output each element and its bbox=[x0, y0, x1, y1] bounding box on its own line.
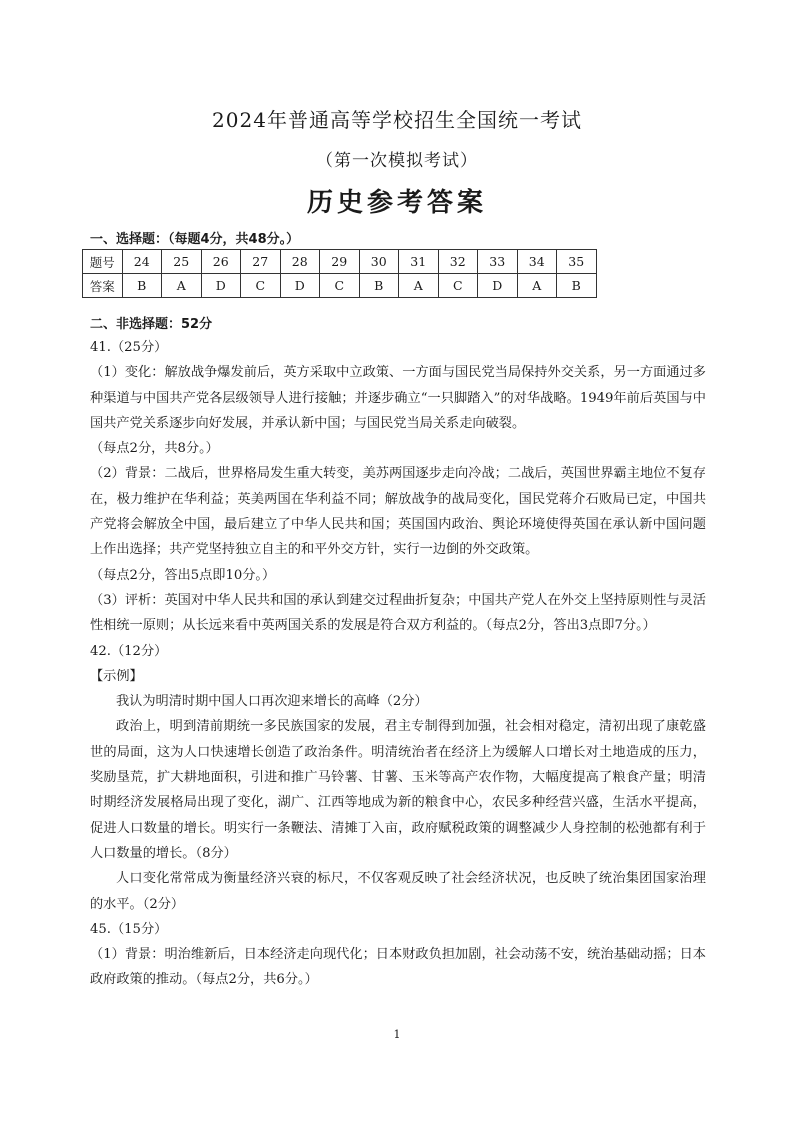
row-label-answer: 答案 bbox=[83, 274, 123, 298]
q41-part1: （1）变化：解放战争爆发前后，英方采取中立政策、一方面与国民党当局保持外交关系，另一方面通过多种渠道与中国共产党各层级领导人进行接触；并逐步确立“一只脚踏入”的对华战略。1949年前后英国与中国共产党关系逐步向好发展，并承认新中国；与国民党当局关系走向破裂。 bbox=[90, 365, 706, 431]
answer-cell: B bbox=[122, 274, 162, 298]
answer-table bbox=[82, 249, 597, 298]
q41-part2: （2）背景：二战后，世界格局发生重大转变，美苏两国逐步走向冷战；二战后，英国世界霸主地位不复存在，极力维护在华利益；英美两国在华利益不同；解放战争的战局变化，国民党蒋介石败局已定，中国共产党将会解放全中国，最后建立了中华人民共和国；英国国内政治、舆论环境使得英国在承认新中国问题上作出选择；共产党坚持独立自主的和平外交方针，实行一边倒的外交政策。 bbox=[90, 466, 706, 558]
q42-thesis: 我认为明清时期中国人口再次迎来增长的高峰（2分） bbox=[116, 694, 428, 710]
answer-cell: A bbox=[517, 274, 557, 298]
q42-argument: 政治上，明到清前期统一多民族国家的发展，君主专制得到加强，社会相对稳定，清初出现了康乾盛世的局面，这为人口快速增长创造了政治条件。明清统治者在经济上为缓解人口增长对土地造成的压力，奖励垦荒，扩大耕地面积，引进和推广马铃薯、甘薯、玉米等高产农作物，大幅度提高了粮食产量；明清时期经济发展格局出现了变化，湖广、江西等地成为新的粮食中心，农民多种经营兴盛，生活水平提高，促进人口数量的增长。明实行一条鞭法、清摊丁入亩，政府赋税政策的调整减少人身控制的松弛都有利于人口数量的增长。（8分） bbox=[90, 719, 706, 861]
question-number-cell: 35 bbox=[557, 250, 597, 274]
answer-table-answer-row bbox=[83, 274, 597, 298]
exam-title: 2024年普通高等学校招生全国统一考试 bbox=[212, 108, 582, 132]
q41-part2-score: （每点2分，答出5点即10分。） bbox=[90, 567, 276, 583]
answer-cell: D bbox=[280, 274, 320, 298]
question-number-cell: 28 bbox=[280, 250, 320, 274]
question-number-cell: 32 bbox=[438, 250, 478, 274]
q45-heading: 45.（15分） bbox=[90, 921, 168, 937]
answer-table-number-row bbox=[83, 250, 597, 274]
section-choice-heading: 一、选择题：（每题4分，共48分。） bbox=[90, 232, 300, 247]
question-number-cell: 33 bbox=[478, 250, 518, 274]
question-number-cell: 24 bbox=[122, 250, 162, 274]
answer-cell: B bbox=[359, 274, 399, 298]
q45-part1: （1）背景：明治维新后，日本经济走向现代化；日本财政负担加剧，社会动荡不安，统治基础动摇；日本政府政策的推动。（每点2分，共6分。） bbox=[90, 947, 706, 988]
question-number-cell: 25 bbox=[162, 250, 202, 274]
question-number-cell: 31 bbox=[399, 250, 439, 274]
question-number-cell: 30 bbox=[359, 250, 399, 274]
answer-cell: C bbox=[320, 274, 360, 298]
q42-example-label: 【示例】 bbox=[90, 668, 143, 684]
exam-subtitle: （第一次模拟考试） bbox=[316, 151, 478, 171]
q41-part3: （3）评析：英国对中华人民共和国的承认到建交过程曲折复杂；中国共产党人在外交上坚持原则性与灵活性相统一原则；从长远来看中英两国关系的发展是符合双方利益的。（每点2分，答出3点即7分。） bbox=[90, 592, 706, 634]
page-title: 历史参考答案 bbox=[306, 188, 487, 218]
q41-part1-score: （每点2分，共8分。） bbox=[90, 441, 219, 457]
answer-cell: D bbox=[201, 274, 241, 298]
answer-cell: C bbox=[241, 274, 281, 298]
q42-conclusion: 人口变化常常成为衡量经济兴衰的标尺，不仅客观反映了社会经济状况，也反映了统治集团国家治理的水平。（2分） bbox=[90, 871, 706, 912]
answer-cell: B bbox=[557, 274, 597, 298]
answer-cell: A bbox=[399, 274, 439, 298]
question-number-cell: 34 bbox=[517, 250, 557, 274]
page-number: 1 bbox=[393, 1028, 401, 1041]
essay-answers bbox=[90, 335, 706, 993]
row-label-number: 题号 bbox=[83, 250, 123, 274]
question-number-cell: 29 bbox=[320, 250, 360, 274]
question-number-cell: 26 bbox=[201, 250, 241, 274]
answer-cell: C bbox=[438, 274, 478, 298]
answer-cell: A bbox=[162, 274, 202, 298]
question-number-cell: 27 bbox=[241, 250, 281, 274]
section-essay-heading: 二、非选择题：52分 bbox=[90, 317, 213, 332]
q42-heading: 42.（12分） bbox=[90, 643, 168, 659]
q41-heading: 41.（25分） bbox=[90, 340, 168, 355]
answer-cell: D bbox=[478, 274, 518, 298]
